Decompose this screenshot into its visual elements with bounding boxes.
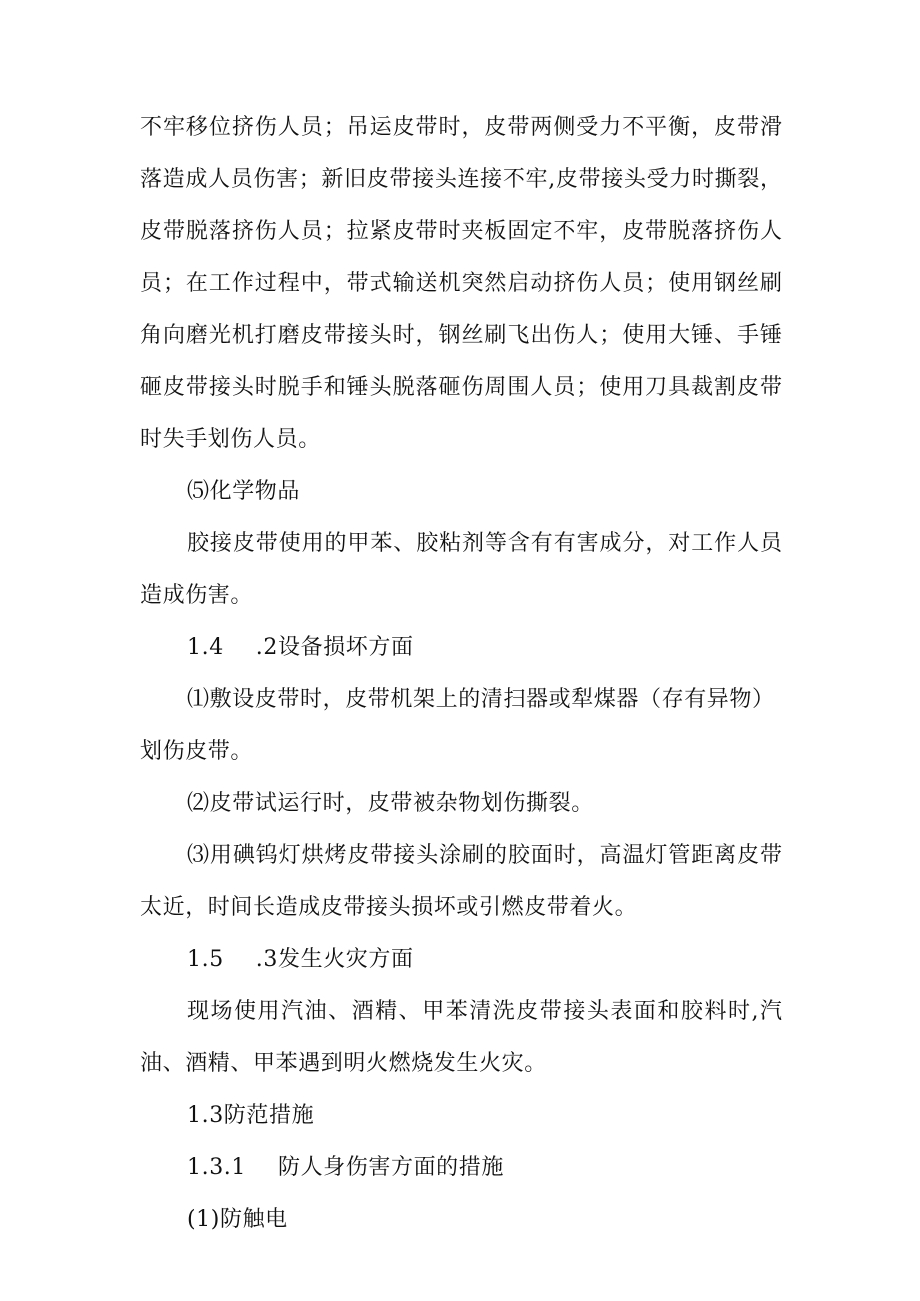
body-line: 砸皮带接头时脱手和锤头脱落砸伤周围人员；使用刀具裁割皮带: [140, 375, 782, 400]
list-item-continuation: 划伤皮带。: [140, 739, 254, 764]
body-line: 现场使用汽油、酒精、甲苯清洗皮带接头表面和胶料时,汽: [187, 999, 782, 1024]
heading-number: 1.4: [187, 635, 224, 660]
body-line: 员；在工作过程中，带式输送机突然启动挤伤人员；使用钢丝刷: [140, 271, 782, 296]
body-line: 落造成人员伤害；新旧皮带接头连接不牢,皮带接头受力时撕裂，: [140, 167, 782, 192]
body-line: 角向磨光机打磨皮带接头时，钢丝刷飞出伤人；使用大锤、手锤: [140, 323, 782, 348]
section-heading-fire: [187, 946, 414, 974]
heading-subnumber: .3: [255, 947, 278, 972]
body-line: 时失手划伤人员。: [140, 427, 321, 452]
body-line: 胶接皮带使用的甲苯、胶粘剂等含有有害成分，对工作人员: [187, 531, 782, 556]
heading-subnumber: .2: [255, 635, 278, 660]
section-heading-electric: (1)防触电: [187, 1207, 288, 1232]
body-line: 造成伤害。: [140, 583, 254, 608]
heading-text: 设备损坏方面: [278, 635, 414, 660]
heading-text: 防人身伤害方面的措施: [277, 1155, 504, 1180]
list-item-continuation: 太近，时间长造成皮带接头损坏或引燃皮带着火。: [140, 895, 638, 920]
body-line: 油、酒精、甲苯遇到明火燃烧发生火灾。: [140, 1051, 547, 1076]
list-item: ⑴敷设皮带时，皮带机架上的清扫器或犁煤器（存有异物）: [187, 687, 775, 712]
section-heading-personal: [187, 1154, 504, 1182]
heading-number: 1.3.1: [187, 1155, 246, 1180]
section-heading-chemicals: ⑸化学物品: [187, 479, 301, 504]
body-line: 不牢移位挤伤人员；吊运皮带时，皮带两侧受力不平衡，皮带滑: [140, 115, 782, 140]
list-item: ⑶用碘钨灯烘烤皮带接头涂刷的胶面时，高温灯管距离皮带: [187, 843, 782, 868]
heading-number: 1.5: [187, 947, 224, 972]
list-item: ⑵皮带试运行时，皮带被杂物划伤撕裂。: [187, 791, 594, 816]
section-heading-equipment: [187, 634, 414, 662]
heading-text: 发生火灾方面: [278, 947, 414, 972]
body-line: 皮带脱落挤伤人员；拉紧皮带时夹板固定不牢，皮带脱落挤伤人: [140, 219, 782, 244]
section-heading-prevention: 1.3防范措施: [187, 1103, 315, 1128]
